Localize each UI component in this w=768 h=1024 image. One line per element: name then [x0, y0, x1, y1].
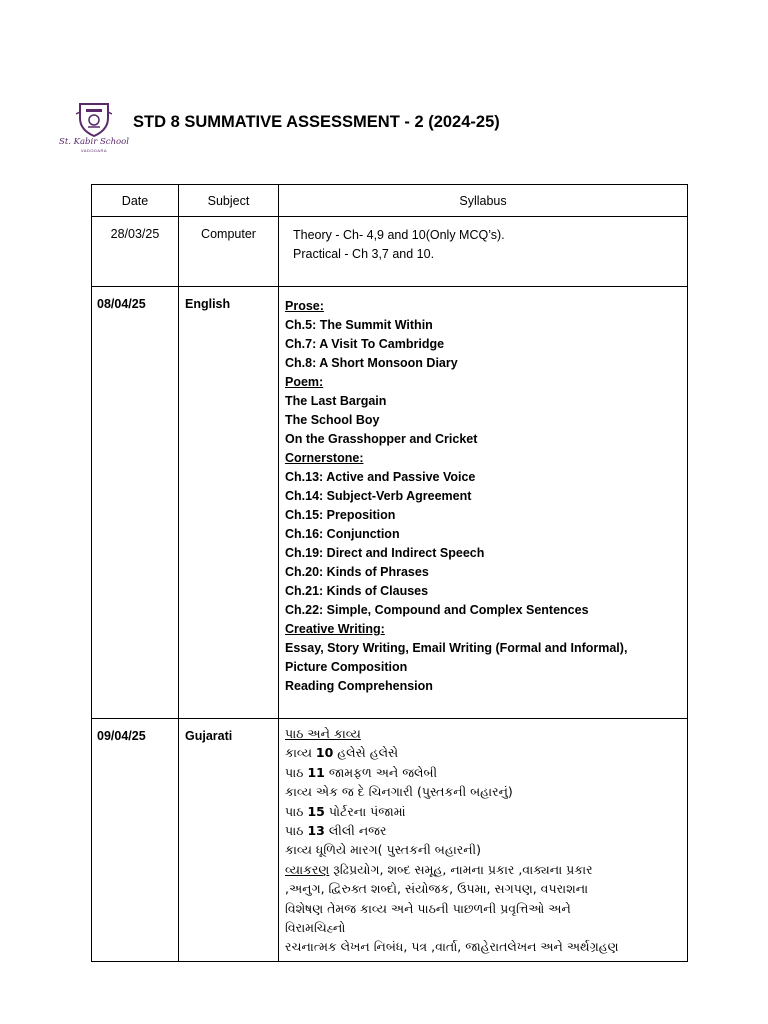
syllabus-line: ,અનુગ, દ્વિરુક્ત શબ્દો, સંયોજક, ઉપમા, સગપણ, વપરાશના — [285, 881, 589, 897]
syllabus-line: Essay, Story Writing, Email Writing (Formal and Informal), — [285, 641, 628, 655]
syllabus-line: Ch.5: The Summit Within — [285, 318, 433, 332]
syllabus-line: પાઠ 13 લીલી નજર — [285, 823, 387, 839]
table-header-row — [92, 185, 688, 217]
date-cell: 09/04/25 — [92, 719, 179, 962]
syllabus-line: રચનાત્મક લેખન નિબંધ, પત્ર ,વાર્તા, જાહેરાતલેખન અને અર્થગ્રહણ — [285, 939, 619, 955]
syllabus-line: The Last Bargain — [285, 394, 387, 408]
syllabus-line: Reading Comprehension — [285, 679, 433, 693]
date-cell: 28/03/25 — [92, 217, 179, 287]
table-row — [92, 719, 688, 962]
section-heading: Prose: — [285, 299, 324, 313]
subject-cell: English — [179, 287, 279, 719]
header-subject: Subject — [179, 185, 279, 217]
syllabus-line: પાઠ 15 પોર્ટરના પંજામાં — [285, 803, 406, 819]
syllabus-line: Ch.21: Kinds of Clauses — [285, 584, 429, 598]
syllabus-cell — [279, 719, 688, 962]
syllabus-cell — [279, 217, 688, 287]
syllabus-line: કાવ્ય 10 હલેસે હલેસે — [285, 745, 399, 761]
syllabus-line: Ch.19: Direct and Indirect Speech — [285, 546, 485, 560]
syllabus-line: On the Grasshopper and Cricket — [285, 432, 478, 446]
syllabus-line: The School Boy — [285, 413, 380, 427]
syllabus-line: Ch.14: Subject-Verb Agreement — [285, 489, 472, 503]
section-heading: પાઠ અને કાવ્ય — [285, 726, 361, 741]
table-row — [92, 217, 688, 287]
syllabus-line: Ch.15: Preposition — [285, 508, 396, 522]
syllabus-line: Practical - Ch 3,7 and 10. — [293, 247, 435, 261]
syllabus-line: કાવ્ય ધૂળિયે મારગ( પુસ્તકની બહારની) — [285, 842, 481, 858]
school-logo — [54, 100, 134, 156]
syllabus-line: Ch.7: A Visit To Cambridge — [285, 337, 445, 351]
syllabus-table — [91, 184, 688, 962]
syllabus-line: કાવ્ય એક જ દે ચિનગારી (પુસ્તકની બહારનું) — [285, 784, 513, 800]
syllabus-line: વિરામચિહ્નો — [285, 920, 346, 936]
section-heading: Creative Writing: — [285, 622, 385, 636]
syllabus-cell — [279, 287, 688, 719]
school-city: VADODARA — [80, 148, 108, 153]
syllabus-line: Ch.20: Kinds of Phrases — [285, 565, 429, 579]
syllabus-line: પાઠ 11 જામફળ અને જલેબી — [285, 764, 438, 780]
syllabus-line: Ch.13: Active and Passive Voice — [285, 470, 476, 484]
date-cell: 08/04/25 — [92, 287, 179, 719]
section-heading: Poem: — [285, 375, 324, 389]
section-heading: Cornerstone: — [285, 451, 364, 465]
syllabus-line: વ્યાકરણ રૂઢિપ્રયોગ, શબ્દ સમૂહ, નામના પ્રકાર ,વાક્યના પ્રકાર — [285, 861, 593, 877]
syllabus-line: Ch.8: A Short Monsoon Diary — [285, 356, 458, 370]
table-row — [92, 287, 688, 719]
syllabus-line: Picture Composition — [285, 660, 408, 674]
school-name: St. Kabir School — [59, 137, 129, 147]
syllabus-line: Ch.16: Conjunction — [285, 527, 400, 541]
school-crest-icon — [76, 100, 112, 138]
subject-cell: Computer — [179, 217, 279, 287]
subject-cell: Gujarati — [179, 719, 279, 962]
syllabus-line: Theory - Ch- 4,9 and 10(Only MCQ’s). — [293, 228, 505, 242]
syllabus-line: વિશેષણ તેમજ કાવ્ય અને પાઠની પાછળની પ્રવૃત્તિઓ અને — [285, 900, 571, 916]
page-title: STD 8 SUMMATIVE ASSESSMENT - 2 (2024-25) — [133, 113, 500, 131]
syllabus-line: Ch.22: Simple, Compound and Complex Sentences — [285, 603, 589, 617]
header-syllabus: Syllabus — [279, 185, 688, 217]
header-date: Date — [92, 185, 179, 217]
